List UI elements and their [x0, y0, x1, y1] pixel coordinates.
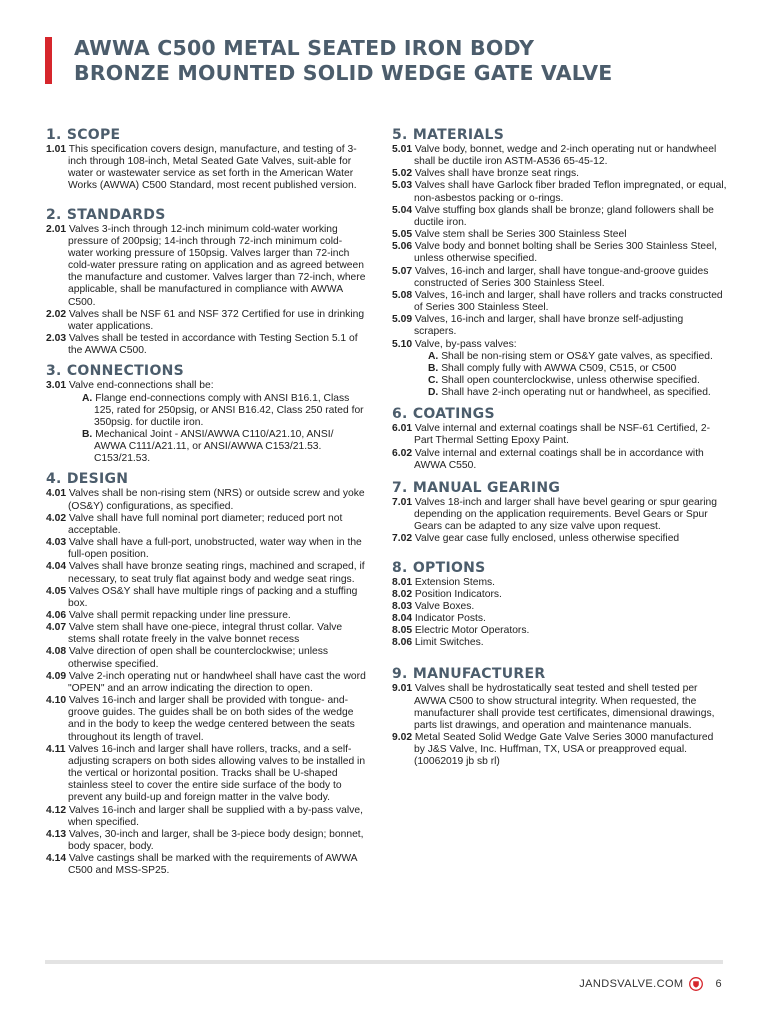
spec-item-number: 5.07: [392, 265, 413, 277]
spec-item: [46, 144, 366, 193]
spec-item: [392, 229, 727, 241]
spec-item-text: Valves shall have bronze seat rings.: [414, 168, 579, 180]
section-coatings: [392, 406, 727, 472]
spec-item-number: 1.01: [46, 144, 67, 155]
spec-item: [392, 180, 727, 204]
section-heading: 6. COATINGS: [392, 406, 495, 423]
spec-subitem-letter: A.: [428, 350, 439, 362]
spec-item-text: Valves shall be NSF 61 and NSF 372 Certified for use in drinking water applications.: [68, 308, 365, 332]
spec-item-text: Valves shall have bronze seating rings, machined and scraped, if necessary, to seat truly flat against body and wedge seat rings.: [68, 561, 365, 585]
title-line-2: BRONZE MOUNTED SOLID WEDGE GATE VALVE: [74, 61, 613, 85]
spec-item: [46, 513, 366, 537]
spec-item-number: 4.07: [46, 622, 67, 634]
spec-item-text: Valves 16-inch and larger shall have rollers, tracks, and a self-adjusting scrapers on both sides allowing valves to be installed in the vertical or horizontal position. Tracks shall be U-shaped stainless steel to cover the entire side surface of the body to prevent any build-up and foreign matter in the valve body.: [68, 743, 366, 804]
spec-item-number: 5.09: [392, 314, 413, 326]
spec-item: [392, 577, 727, 589]
spec-item: [46, 622, 366, 646]
section-options: [392, 560, 727, 650]
section-design: [46, 471, 366, 877]
spec-item: [392, 637, 727, 649]
section-heading: 7. MANUAL GEARING: [392, 479, 561, 496]
spec-item-text: Valve castings shall be marked with the requirements of AWWA C500 and MSS-SP25.: [68, 853, 357, 877]
spec-item-number: 5.03: [392, 180, 413, 192]
page-title: [74, 36, 612, 86]
spec-item-text: Valves, 16-inch and larger, shall have bronze self-adjusting scrapers.: [414, 314, 684, 338]
spec-item: [392, 683, 727, 732]
spec-subitem-letter: A.: [82, 392, 93, 404]
spec-item-number: 2.01: [46, 223, 67, 235]
title-accent-bar: [45, 37, 52, 84]
spec-subitem: [46, 393, 366, 429]
spec-item-text: Valves shall be tested in accordance with Testing Section 5.1 of the AWWA C500.: [68, 333, 358, 357]
spec-item: [46, 561, 366, 585]
spec-item-number: 5.08: [392, 289, 413, 301]
spec-item-text: Valve shall have full nominal port diameter; reduced port not acceptable.: [68, 512, 343, 536]
spec-subitem-text: Mechanical Joint - ANSI/AWWA C110/A21.10, ANSI/ AWWA C111/A21.11, or ANSI/AWWA C153/21.53. C153/21.53.: [94, 428, 334, 465]
spec-item-number: 8.05: [392, 625, 413, 637]
spec-item: [392, 533, 727, 545]
spec-item: [46, 488, 366, 512]
spec-item-text: Valve, by-pass valves:: [414, 338, 517, 350]
spec-item-text: Limit Switches.: [414, 637, 484, 649]
spec-item-text: Valves shall be hydrostatically seat tested and shell tested per AWWA C500 to show structural integrity. When requested, the manufacturer shall provide test certificates, dimensional drawings, parts list drawings, and operation and maintenance manuals.: [414, 683, 715, 731]
spec-subitem-text: Shall open counterclockwise, unless otherwise specified.: [441, 374, 700, 386]
spec-item-number: 4.14: [46, 853, 67, 865]
spec-item-text: Valves 3-inch through 12-inch minimum cold-water working pressure of 200psig; 14-inch through 72-inch minimum cold-water working pressure of 150psig. Valves larger than 72-inch cold-water pressure rating on application and as agreed between the manufacture and customer. Valves larger than 72-inch, where applicable, shall be manufactured in compliance with AWWA C500.: [68, 223, 366, 308]
spec-item-text: Indicator Posts.: [414, 613, 486, 624]
spec-item-text: Valve body, bonnet, wedge and 2-inch operating nut or handwheel shall be ductile iron ASTM-A536 65-45-12.: [414, 144, 717, 168]
spec-item-text: Valves 16-inch and larger shall be supplied with a by-pass valve, when specified.: [68, 804, 363, 828]
spec-subitem-letter: D.: [428, 387, 439, 399]
spec-item-number: 3.01: [46, 380, 67, 392]
right-column: [392, 127, 727, 769]
spec-item: [392, 423, 727, 447]
spec-subitem: [392, 387, 727, 399]
spec-item-number: 4.02: [46, 512, 67, 524]
spec-item-number: 5.10: [392, 338, 413, 350]
spec-item-text: Valves OS&Y shall have multiple rings of packing and a stuffing box.: [68, 585, 358, 609]
spec-item-number: 5.05: [392, 229, 413, 241]
spec-subitem-letter: C.: [428, 374, 439, 386]
spec-subitem-letter: B.: [82, 428, 93, 440]
section-heading: 3. CONNECTIONS: [46, 363, 185, 380]
spec-item-text: Valve 2-inch operating nut or handwheel shall have cast the word "OPEN" and an arrow indicating the direction to open.: [68, 670, 366, 694]
spec-item-number: 7.01: [392, 496, 413, 508]
spec-item: [46, 586, 366, 610]
section-heading: 8. OPTIONS: [392, 559, 486, 576]
spec-item-text: Valve direction of open shall be counterclockwise; unless otherwise specified.: [68, 646, 329, 670]
spec-item: [46, 537, 366, 561]
spec-item-text: Metal Seated Solid Wedge Gate Valve Series 3000 manufactured by J&S Valve, Inc. Huffman, TX, USA or preapproved equal. (10062019 jb sb rl): [414, 732, 714, 768]
section-heading: 9. MANUFACTURER: [392, 666, 546, 683]
section-heading: 2. STANDARDS: [46, 206, 166, 223]
spec-item-text: Valve gear case fully enclosed, unless otherwise specified: [414, 533, 680, 545]
spec-item-number: 4.05: [46, 585, 67, 597]
spec-item-number: 9.02: [392, 732, 413, 744]
footer-divider: [45, 960, 723, 964]
spec-item-number: 4.03: [46, 537, 67, 549]
spec-item-number: 4.09: [46, 670, 67, 682]
spec-item: [46, 744, 366, 805]
spec-item-text: Position Indicators.: [414, 588, 502, 600]
spec-item: [46, 309, 366, 333]
spec-subitem-text: Shall be non-rising stem or OS&Y gate valves, as specified.: [441, 350, 713, 362]
spec-item-number: 4.12: [46, 804, 67, 816]
spec-item-number: 4.01: [46, 488, 67, 500]
spec-item-number: 4.13: [46, 828, 67, 840]
title-line-1: AWWA C500 METAL SEATED IRON BODY: [74, 36, 535, 60]
spec-item: [46, 805, 366, 829]
spec-item: [392, 601, 727, 613]
spec-item-text: Valves, 16-inch and larger, shall have tongue-and-groove guides constructed of Series 300 Stainless Steel.: [414, 265, 709, 289]
spec-subitem-letter: B.: [428, 362, 439, 374]
footer: [579, 977, 722, 991]
spec-subitem-text: Flange end-connections comply with ANSI B16.1, Class 125, rated for 250psig, or ANSI B16.42, Class 250 rated for 350psig. for ductile iron.: [94, 392, 364, 428]
spec-item: [46, 380, 366, 392]
spec-item-text: Valve shall permit repacking under line pressure.: [68, 610, 291, 621]
spec-item-number: 4.06: [46, 610, 67, 621]
spec-item-text: Electric Motor Operators.: [414, 625, 530, 637]
spec-item: [46, 646, 366, 670]
spec-item-number: 2.02: [46, 308, 67, 320]
section-heading: 5. MATERIALS: [392, 127, 505, 143]
spec-item-number: 6.02: [392, 447, 413, 459]
spec-item: [392, 613, 727, 625]
section-heading: 4. DESIGN: [46, 471, 129, 488]
spec-item-number: 4.08: [46, 646, 67, 658]
spec-item-text: Valve stem shall be Series 300 Stainless Steel: [414, 229, 627, 241]
spec-subitem: [392, 375, 727, 387]
spec-item-number: 5.01: [392, 144, 413, 155]
spec-item-number: 8.04: [392, 613, 413, 624]
spec-item-number: 6.01: [392, 423, 413, 435]
spec-item-number: 8.01: [392, 576, 413, 588]
spec-item: [392, 241, 727, 265]
section-heading: 1. SCOPE: [46, 127, 121, 143]
spec-item: [392, 266, 727, 290]
spec-item: [46, 853, 366, 877]
left-column: [46, 127, 366, 877]
spec-item-number: 8.03: [392, 600, 413, 612]
spec-item-text: Valves, 16-inch and larger, shall have rollers and tracks constructed of Series 300 Stainless Steel.: [414, 289, 723, 314]
spec-item-text: Valves 16-inch and larger shall be provided with tongue- and-groove guides. The guides shall be on both sides of the wedge and in the body to keep the wedge centered between the seats throughout its length of travel.: [68, 695, 355, 743]
spec-item-text: This specification covers design, manufacture, and testing of 3-inch through 108-inch, Metal Seated Gate Valves, suit-able for water or wastewater service as set forth in the American Water Works (AWWA) C500 Standard, most recent published version.: [68, 144, 357, 192]
spec-item-number: 8.02: [392, 588, 413, 600]
spec-item-number: 4.10: [46, 695, 67, 707]
spec-item: [392, 339, 727, 351]
spec-item: [392, 168, 727, 180]
spec-item-number: 8.06: [392, 637, 413, 649]
page-number: 6: [715, 978, 722, 990]
spec-item-text: Valve Boxes.: [414, 600, 475, 612]
spec-item: [46, 829, 366, 853]
spec-item: [392, 497, 727, 533]
spec-item-text: Valves shall have Garlock fiber braded Teflon impregnated, or equal, non-asbestos packing or o-rings.: [414, 180, 727, 204]
spec-item-text: Valve internal and external coatings shall be NSF-61 Certified, 2-Part Thermal Setting Epoxy Paint.: [414, 423, 711, 447]
spec-item-number: 4.11: [46, 743, 66, 755]
spec-item-text: Valves 18-inch and larger shall have bevel gearing or spur gearing depending on the application requirements. Bevel Gears or Spur Gears can be adapted to any size valve upon request.: [414, 496, 717, 533]
spec-item-number: 2.03: [46, 333, 67, 345]
section-standards: [46, 207, 366, 358]
section-scope: [46, 127, 366, 193]
section-manufacturer: [392, 666, 727, 768]
section-manual-gearing: [392, 480, 727, 546]
spec-item-text: Valve body and bonnet bolting shall be Series 300 Stainless Steel, unless otherwise specified.: [414, 241, 717, 265]
spec-item-text: Extension Stems.: [414, 576, 496, 588]
spec-item: [392, 290, 727, 314]
spec-item-text: Valve internal and external coatings shall be in accordance with AWWA C550.: [414, 447, 704, 471]
spec-item-number: 5.06: [392, 241, 413, 253]
spec-item: [392, 144, 727, 168]
spec-item-number: 9.01: [392, 683, 413, 695]
section-materials: [392, 127, 727, 399]
spec-item-text: Valve stem shall have one-piece, integral thrust collar. Valve stems shall rotate freely in the valve bonnet recess: [68, 622, 343, 646]
spec-item: [392, 589, 727, 601]
spec-item: [392, 732, 727, 768]
spec-subitem-text: Shall have 2-inch operating nut or handwheel, as specified.: [441, 387, 711, 399]
spec-item: [46, 610, 366, 622]
section-connections: [46, 363, 366, 465]
spec-item-text: Valves, 30-inch and larger, shall be 3-piece body design; bonnet, body spacer, body.: [68, 828, 364, 852]
spec-item-text: Valve shall have a full-port, unobstructed, water way when in the full-open position.: [68, 537, 362, 561]
spec-item: [392, 314, 727, 338]
spec-subitem: [46, 429, 366, 465]
spec-item-text: Valve end-connections shall be:: [68, 380, 214, 392]
spec-item: [392, 625, 727, 637]
spec-item: [46, 224, 366, 309]
spec-subitem-text: Shall comply fully with AWWA C509, C515, or C500: [441, 362, 677, 374]
spec-item-text: Valve stuffing box glands shall be bronze; gland followers shall be ductile iron.: [414, 204, 714, 228]
spec-item-number: 5.04: [392, 204, 413, 216]
spec-item: [46, 671, 366, 695]
spec-item-number: 4.04: [46, 561, 67, 573]
spec-subitem: [392, 351, 727, 363]
spec-item-number: 7.02: [392, 533, 413, 545]
website-link[interactable]: JANDSVALVE.COM: [579, 978, 684, 990]
spec-item: [392, 448, 727, 472]
shield-logo-icon: [689, 977, 703, 991]
spec-item: [392, 205, 727, 229]
spec-item-text: Valves shall be non-rising stem (NRS) or outside screw and yoke (OS&Y) configurations, as specified.: [68, 488, 365, 512]
spec-subitem: [392, 363, 727, 375]
spec-item-number: 5.02: [392, 168, 413, 180]
spec-item: [46, 333, 366, 357]
spec-item: [46, 695, 366, 744]
